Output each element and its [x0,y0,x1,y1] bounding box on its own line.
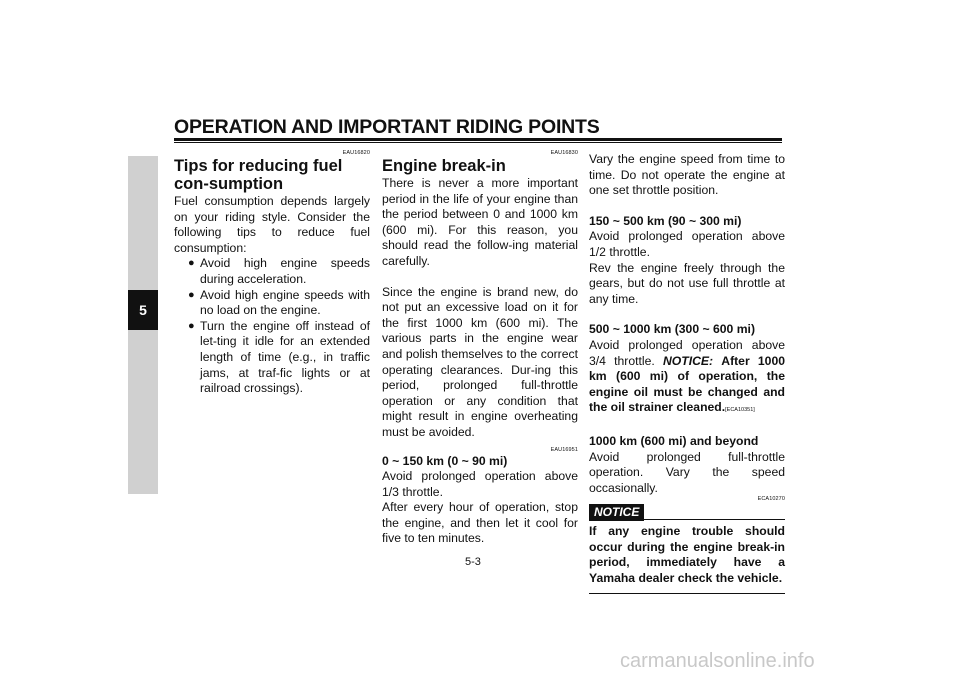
header-rule [174,138,782,141]
page-title: OPERATION AND IMPORTANT RIDING POINTS [174,116,600,138]
subheading: 500 ~ 1000 km (300 ~ 600 mi) [589,322,756,337]
notice-text: If any engine trouble should occur during the engine break-in period, immediately have a Yamaha dealer check the vehicle. [589,524,785,586]
page-number: 5-3 [465,556,481,568]
section-code: EAU16951 [550,446,578,453]
subheading: 150 ~ 500 km (90 ~ 300 mi) [589,213,742,228]
chapter-tab-active: 5 [128,290,158,330]
reference-code: [ECA10351] [725,407,755,414]
subheading: 0 ~ 150 km (0 ~ 90 mi) [382,453,508,468]
watermark: carmanualsonline.info [620,650,815,672]
paragraph: There is never a more important period in the life of your engine than the period between 0 and 1000 km (600 mi). For this reason, you should read the follow-ing material carefully. [382,176,578,268]
section-code: EAU16830 [550,150,578,156]
notice-header [589,504,785,521]
column-fuel-tips [174,150,370,397]
paragraph: Avoid prolonged operation above 1/2 throttle. [589,229,785,259]
notice-badge: NOTICE [589,504,644,521]
paragraph: After every hour of operation, stop the engine, and then let it cool for five to ten minutes. [382,500,578,546]
list-item: ● Avoid high engine speeds during acceleration. [188,256,370,286]
paragraph: Avoid prolonged operation above 3/4 throttle. NOTICE: After 1000 km (600 mi) of operation, the engine oil must be changed and the oil strainer cleaned.[ECA10351] [589,337,785,415]
bullet-icon: ● [188,257,195,270]
paragraph: Avoid prolonged operation above 1/3 throttle. [382,469,578,499]
bullet-icon: ● [188,319,195,332]
paragraph: Rev the engine freely through the gears, but do not use full throttle at any time. [589,260,785,306]
section-code: EAU16820 [342,150,370,156]
intro-paragraph: Fuel consumption depends largely on your riding style. Consider the following tips to reduce fuel consumption: [174,194,370,255]
bullet-icon: ● [188,288,195,301]
section-heading: Tips for reducing fuel con-sumption [174,157,343,193]
notice-end-rule [589,593,785,594]
section-heading: Engine break-in [382,157,506,175]
column-break-in [382,150,578,547]
inline-notice: NOTICE: [662,353,714,368]
notice-code: ECA10270 [757,496,785,503]
subheading: 1000 km (600 mi) and beyond [589,433,759,448]
list-item: ● Avoid high engine speeds with no load on the engine. [188,287,370,318]
column-break-in-cont [589,152,785,594]
header-rule-thin [174,142,782,143]
paragraph: Avoid prolonged full-throttle operation. Vary the speed occasionally. [589,449,785,495]
paragraph: Since the engine is brand new, do not put an excessive load on it for the first 1000 km (600 mi). The various parts in the engine wear and polish themselves to the correct operating clearances. Dur-ing this period, prolonged full-throttle operation or any condition that might result in engine overheating must be avoided. [382,284,578,439]
paragraph: Vary the engine speed from time to time. Do not operate the engine at one set throttle position. [589,152,785,198]
list-item: ● Turn the engine off instead of let-ting it idle for an extended length of time (e.g., in traffic jams, at traf-fic lights or at railroad crossings). [188,318,370,396]
tips-list [174,256,370,396]
